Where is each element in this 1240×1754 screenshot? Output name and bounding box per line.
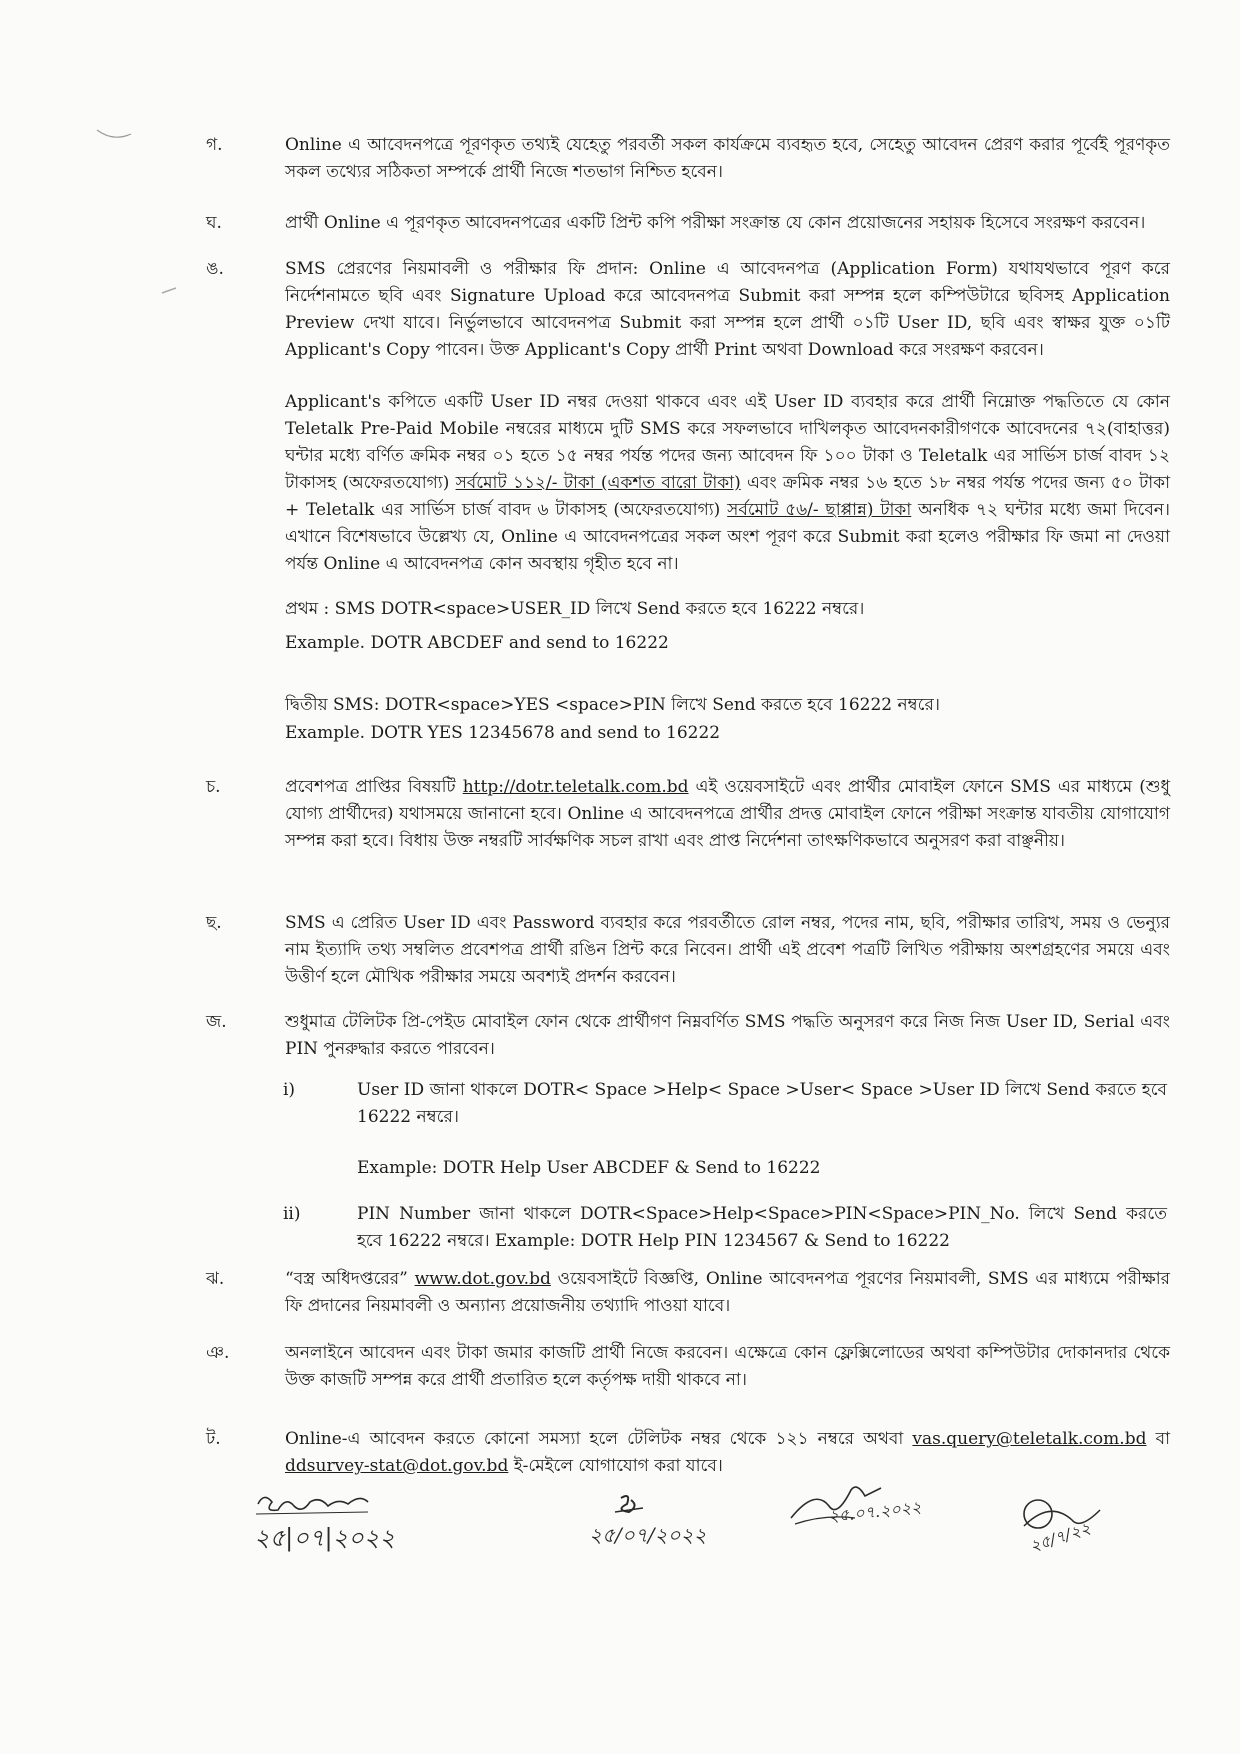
signature-3-image: [785, 1478, 945, 1548]
email-link-dot[interactable]: ddsurvey-stat@dot.gov.bd: [285, 1456, 509, 1476]
email-link-teletalk[interactable]: vas.query@teletalk.com.bd: [912, 1429, 1147, 1449]
signature-1-image: [250, 1488, 440, 1560]
sms-step-1-example: Example. DOTR ABCDEF and send to 16222: [285, 633, 669, 653]
clause-label: গ.: [206, 135, 223, 155]
clause-text: প্রবেশপত্র প্রাপ্তির বিষয়টি http://dotr.teletalk.com.bd এই ওয়েবসাইটে এবং প্রার্থীর মোবাইল ফোনে SMS এর মাধ্যমে (শুধু যোগ্য প্রার্থীদের) যথাসময়ে জানানো হবে। Online এ আবেদনপত্রে প্রার্থীর প্রদত্ত মোবাইল ফোনে পরীক্ষা সংক্রান্ত যাবতীয় যোগাযোগ সম্পন্ন করা হবে। বিধায় উক্ত নম্বরটি সার্বক্ষণিক সচল রাখা এবং প্রাপ্ত নির্দেশনা তাৎক্ষণিকভাবে অনুসরণ করা বাঞ্ছনীয়।: [285, 777, 1170, 851]
sub-item-label: ii): [283, 1204, 301, 1224]
clause-text: “বস্ত্র অধিদপ্তরের” www.dot.gov.bd ওয়েবসাইটে বিজ্ঞপ্তি, Online আবেদনপত্র পূরণের নিয়মাবলী, SMS এর মাধ্যমে পরীক্ষার ফি প্রদানের নিয়মাবলী ও অন্যান্য প্রয়োজনীয় তথ্যাদি পাওয়া যাবে।: [285, 1269, 1171, 1316]
clause-label: ট.: [206, 1429, 221, 1449]
clause-label: ছ.: [206, 913, 222, 933]
clause-label: ঞ.: [206, 1343, 230, 1363]
signature-2-image: [585, 1490, 745, 1562]
fee-total-1: সর্বমোট ১১২/- টাকা (একশত বারো টাকা): [455, 473, 741, 493]
clause-text: SMS এ প্রেরিত User ID এবং Password ব্যবহার করে পরবর্তীতে রোল নম্বর, পদের নাম, ছবি, পরীক্ষার তারিখ, সময় ও ভেন্যুর নাম ইত্যাদি তথ্য সম্বলিত প্রবেশপত্র প্রার্থী রঙিন প্রিন্ট করে নিবেন। প্রার্থী এই প্রবেশ পত্রটি লিখিত পরীক্ষায় অংশগ্রহণের সময়ে এবং উত্তীর্ণ হলে মৌখিক পরীক্ষার সময়ে অবশ্যই প্রদর্শন করবেন।: [285, 913, 1170, 987]
sms-step-1: প্রথম : SMS DOTR<space>USER_ID লিখে Send করতে হবে 16222 নম্বরে।: [285, 599, 865, 619]
clause-text: অনলাইনে আবেদন এবং টাকা জমার কাজটি প্রার্থী নিজে করবেন। এক্ষেত্রে কোন ফ্লেক্সিলোডের অথবা কম্পিউটার দোকানদার থেকে উক্ত কাজটি সম্পন্ন করে প্রার্থী প্রতারিত হলে কর্তৃপক্ষ দায়ী থাকবে না।: [285, 1343, 1170, 1390]
clause-label: ঙ.: [206, 259, 224, 279]
scan-mark-left-2: [160, 285, 180, 297]
signature-2-date: ২৫/০৭/২০২২: [589, 1523, 707, 1547]
signature-1-date: ২৫|০৭|২০২২: [254, 1524, 395, 1552]
clause-label: চ.: [206, 777, 221, 797]
signature-2: [585, 1490, 745, 1562]
signature-4-image: [1010, 1490, 1130, 1570]
admit-card-link[interactable]: http://dotr.teletalk.com.bd: [462, 777, 689, 797]
signature-4-date: ২৫/৭/২২: [1027, 1518, 1093, 1556]
sms-step-2-example: Example. DOTR YES 12345678 and send to 16222: [285, 723, 721, 743]
signature-3: [785, 1478, 945, 1548]
sub-item-example: Example: DOTR Help User ABCDEF & Send to 16222: [357, 1158, 821, 1178]
clause-text: Online এ আবেদনপত্রে পূরণকৃত তথ্যই যেহেতু পরবর্তী সকল কার্যক্রমে ব্যবহৃত হবে, সেহেতু আবেদন প্রেরণ করার পূর্বেই পূরণকৃত সকল তথ্যের সঠিকতা সম্পর্কে প্রার্থী নিজে শতভাগ নিশ্চিত হবেন।: [285, 135, 1170, 182]
clause-label: ঘ.: [206, 213, 222, 233]
signature-1: [250, 1488, 440, 1560]
clause-label: ঝ.: [206, 1269, 225, 1289]
dot-website-link[interactable]: www.dot.gov.bd: [414, 1269, 551, 1289]
fee-total-2: সর্বমোট ৫৬/- ছাপ্পান্ন) টাকা: [727, 500, 912, 520]
clause-text: SMS প্রেরণের নিয়মাবলী ও পরীক্ষার ফি প্রদান: Online এ আবেদনপত্র (Application Form) যথাযথভাবে পূরণ করে নির্দেশনামতে ছবি এবং Signature Upload করে আবেদনপত্র Submit করা সম্পন্ন হলে কম্পিউটারে ছবিসহ Application Preview দেখা যাবে। নির্ভুলভাবে আবেদনপত্র Submit করা সম্পন্ন হলে প্রার্থী ০১টি User ID, ছবি এবং স্বাক্ষর যুক্ত ০১টি Applicant's Copy পাবেন। উক্ত Applicant's Copy প্রার্থী Print অথবা Download করে সংরক্ষণ করবেন।: [285, 259, 1170, 360]
scan-mark-left: [95, 120, 135, 150]
fee-paragraph: Applicant's কপিতে একটি User ID নম্বর দেওয়া থাকবে এবং এই User ID ব্যবহার করে প্রার্থী নিম্নোক্ত পদ্ধতিতে যে কোন Teletalk Pre-Paid Mobile নম্বরের মাধ্যমে দুটি SMS করে সফলভাবে দাখিলকৃত আবেদনকারীগণকে আবেদনের ৭২(বাহাত্তর) ঘন্টার মধ্যে বর্ণিত ক্রমিক নম্বর ০১ হতে ১৫ নম্বর পর্যন্ত পদের জন্য আবেদন ফি ১০০ টাকা ও Teletalk এর সার্ভিস চার্জ বাবদ ১২ টাকাসহ (অফেরতযোগ্য) সর্বমোট ১১২/- টাকা (একশত বারো টাকা) এবং ক্রমিক নম্বর ১৬ হতে ১৮ নম্বর পর্যন্ত পদের জন্য ৫০ টাকা + Teletalk এর সার্ভিস চার্জ বাবদ ৬ টাকাসহ (অফেরতযোগ্য) সর্বমোট ৫৬/- ছাপ্পান্ন) টাকা অনধিক ৭২ ঘন্টার মধ্যে জমা দিবেন। এখানে বিশেষভাবে উল্লেখ্য যে, Online এ আবেদনপত্রের সকল অংশ পূরণ করে Submit করা হলেও পরীক্ষার ফি জমা না দেওয়া পর্যন্ত Online এ আবেদনপত্র কোন অবস্থায় গৃহীত হবে না।: [285, 392, 1171, 574]
sub-item-label: i): [283, 1080, 296, 1100]
clause-label: জ.: [206, 1012, 227, 1032]
sub-item-text: User ID জানা থাকলে DOTR< Space >Help< Space >User< Space >User ID লিখে Send করতে হবে 16222 নম্বরে।: [357, 1080, 1167, 1127]
clause-text: শুধুমাত্র টেলিটক প্রি-পেইড মোবাইল ফোন থেকে প্রার্থীগণ নিম্নবর্ণিত SMS পদ্ধতি অনুসরণ করে নিজ নিজ User ID, Serial এবং PIN পুনরুদ্ধার করতে পারবেন।: [285, 1012, 1170, 1059]
sms-step-2: দ্বিতীয় SMS: DOTR<space>YES <space>PIN লিখে Send করতে হবে 16222 নম্বরে।: [285, 695, 940, 715]
signature-4: [1010, 1490, 1130, 1570]
clause-text: প্রার্থী Online এ পূরণকৃত আবেদনপত্রের একটি প্রিন্ট কপি পরীক্ষা সংক্রান্ত যে কোন প্রয়োজনের সহায়ক হিসেবে সংরক্ষণ করবেন।: [285, 213, 1146, 233]
signature-3-date: ২৫.০৭.২০২২: [827, 1497, 923, 1526]
clause-text: Online-এ আবেদন করতে কোনো সমস্যা হলে টেলিটক নম্বর থেকে ১২১ নম্বরে অথবা vas.query@teletalk.com.bd বা ddsurvey-stat@dot.gov.bd ই-মেইলে যোগাযোগ করা যাবে।: [285, 1429, 1171, 1476]
sub-item-text: PIN Number জানা থাকলে DOTR<Space>Help<Space>PIN<Space>PIN_No. লিখে Send করতে হবে 16222 নম্বরে। Example: DOTR Help PIN 1234567 & Send to 16222: [357, 1204, 1167, 1251]
